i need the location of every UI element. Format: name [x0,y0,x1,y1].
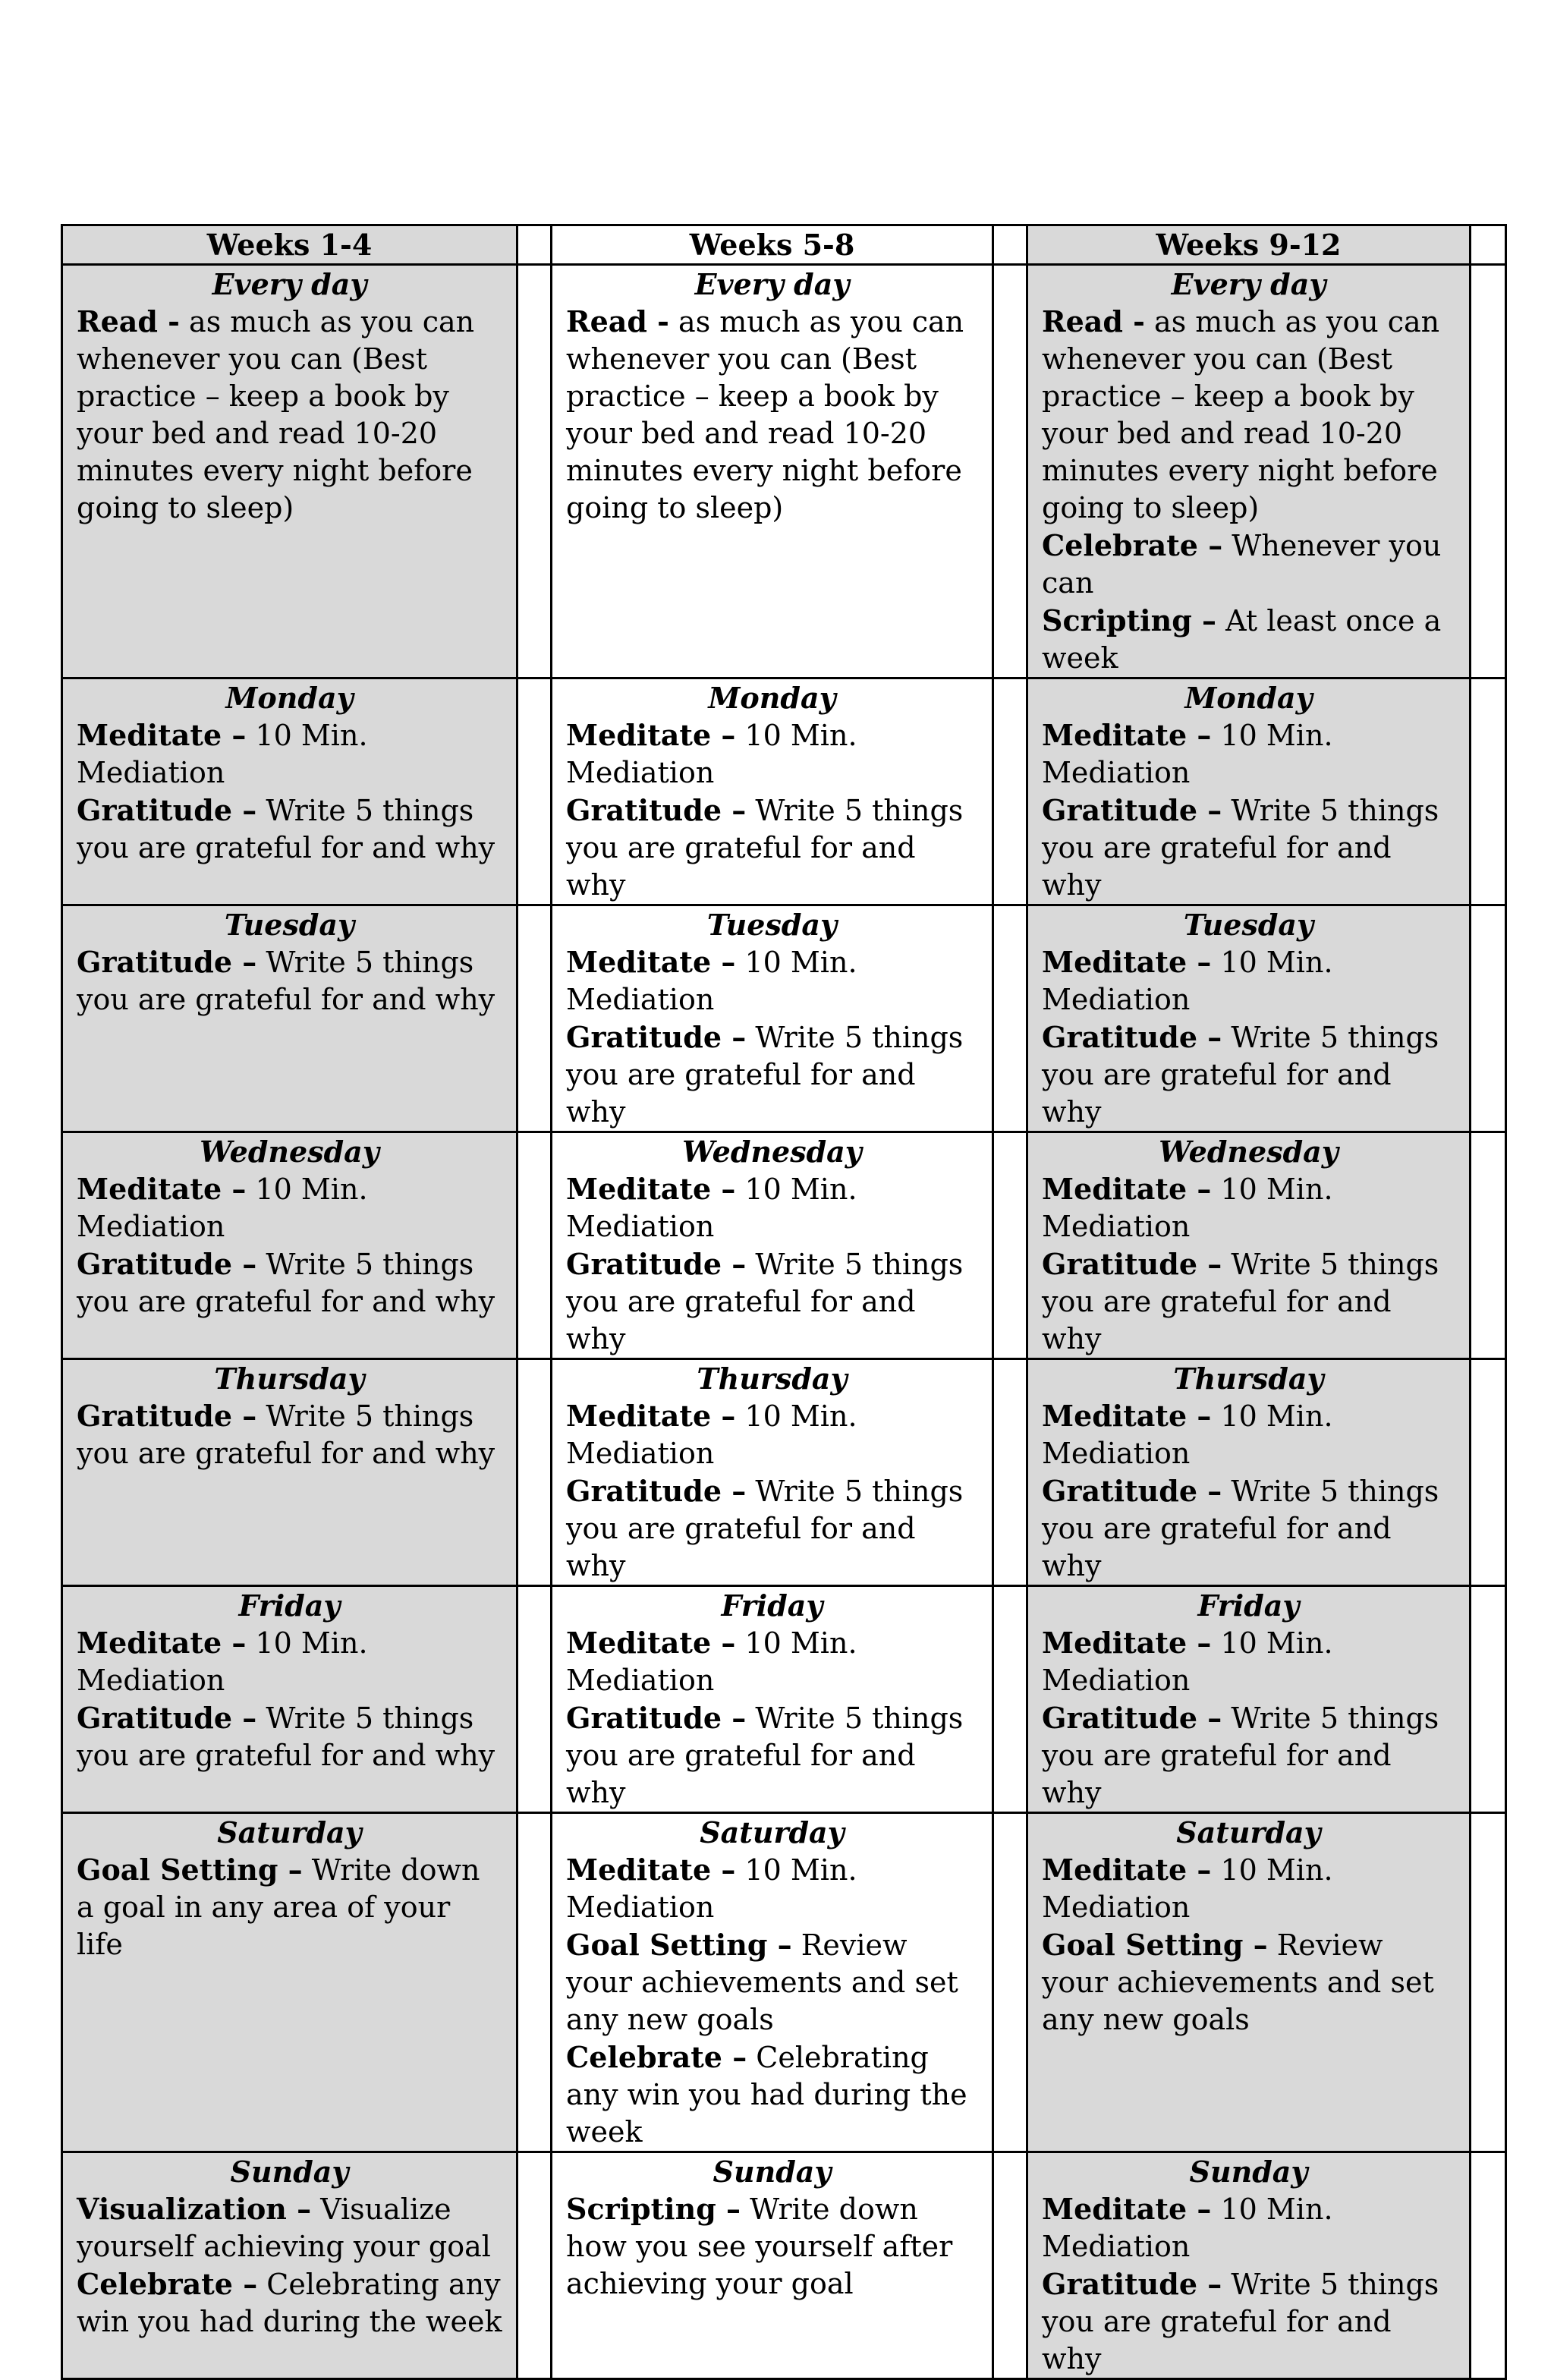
activity-description: 10 Min. Mediation [1042,1853,1333,1924]
activity-name: Gratitude – [77,1247,257,1281]
activity-name: Celebrate – [77,2267,258,2301]
day-label: Every day [694,267,850,301]
day-label: Wednesday [1159,1135,1339,1169]
activity-item [566,1397,978,1472]
activity-name: Read - [566,304,669,338]
activity-item [1042,2190,1455,2265]
activity-item [566,1018,978,1131]
day-label: Thursday [1173,1362,1324,1396]
activity-description: Write 5 things you are grateful for and why [77,1702,495,1772]
day-label: Friday [1197,1588,1300,1623]
weekly-schedule-table [61,224,1507,2380]
activity-item [77,1245,502,1321]
column-header: Weeks 1-4 [62,225,517,265]
day-label: Monday [225,681,354,715]
activity-item [566,1472,978,1585]
checkbox-cell [517,225,552,265]
activity-description: Visualize yourself achieving your goal [77,2193,491,2263]
activity-description: Celebrating any win you had during the week [77,2268,502,2338]
activity-description: Write down how you see yourself after achieving your goal [566,2193,953,2300]
activity-name: Gratitude – [77,1399,257,1433]
activity-item [566,1170,978,1245]
activity-name: Gratitude – [1042,1020,1222,1054]
activity-name: Goal Setting – [566,1928,792,1962]
activity-description: 10 Min. Mediation [566,1399,857,1470]
schedule-row [62,265,1506,678]
checkbox-cell [993,1132,1027,1359]
checkbox-cell [993,1359,1027,1586]
activity-name: Gratitude – [566,793,747,827]
schedule-body [62,225,1506,2379]
activity-description: Write 5 things you are grateful for and why [77,1248,495,1318]
activity-name: Meditate – [566,1172,736,1206]
activity-description: as much as you can whenever you can (Best practice – keep a book by your bed and read 10-20 minutes every night before going to sleep) [566,305,964,524]
checkbox-cell [1471,905,1506,1132]
checkbox-cell [993,265,1027,678]
activity-item [77,792,502,867]
activity-name: Gratitude – [77,793,257,827]
schedule-cell [1027,1813,1471,2152]
schedule-cell [62,265,517,678]
day-label: Thursday [697,1362,848,1396]
activity-name: Goal Setting – [77,1853,303,1887]
activity-description: Write 5 things you are grateful for and why [77,1399,495,1470]
schedule-cell [62,1132,517,1359]
checkbox-cell [517,1586,552,1813]
day-label: Tuesday [706,908,838,942]
day-label: Wednesday [200,1135,379,1169]
activity-description: 10 Min. Mediation [1042,719,1333,789]
activity-item [1042,1018,1455,1131]
activity-description: as much as you can whenever you can (Best practice – keep a book by your bed and read 10-20 minutes every night before going to sleep) [1042,305,1440,524]
activity-name: Gratitude – [1042,1474,1222,1508]
activity-name: Gratitude – [1042,793,1222,827]
activity-name: Meditate – [1042,2192,1212,2226]
activity-item [1042,1397,1455,1472]
activity-name: Read - [77,304,180,338]
checkbox-cell [1471,1586,1506,1813]
activity-description: Celebrating any win you had during the week [566,2041,967,2149]
header-row [62,225,1506,265]
activity-name: Scripting – [1042,603,1217,638]
activity-description: Review your achievements and set any new goals [566,1928,958,2036]
activity-item [566,2038,978,2151]
activity-description: Write 5 things you are grateful for and why [566,1702,964,1809]
activity-item [1042,1170,1455,1245]
schedule-cell [62,905,517,1132]
schedule-row [62,1132,1506,1359]
day-label: Saturday [217,1815,362,1850]
activity-item [1042,1472,1455,1585]
activity-name: Read - [1042,304,1145,338]
day-label: Tuesday [1183,908,1314,942]
activity-name: Meditate – [77,1172,247,1206]
schedule-cell [62,1359,517,1586]
activity-name: Meditate – [1042,1626,1212,1660]
schedule-cell [552,1813,993,2152]
activity-item [77,1699,502,1774]
activity-description: Write 5 things you are grateful for and why [1042,1021,1439,1129]
checkbox-cell [1471,2152,1506,2379]
checkbox-cell [1471,678,1506,905]
activity-description: Write 5 things you are grateful for and why [566,1475,964,1582]
activity-item [566,943,978,1018]
activity-item [566,1699,978,1812]
day-label: Friday [238,1588,341,1623]
day-label: Saturday [1176,1815,1321,1850]
checkbox-cell [993,1813,1027,2152]
activity-item [1042,303,1455,527]
activity-name: Meditate – [1042,1399,1212,1433]
checkbox-cell [517,1359,552,1586]
schedule-cell [1027,1586,1471,1813]
activity-name: Meditate – [1042,1172,1212,1206]
activity-description: 10 Min. Mediation [1042,1626,1333,1697]
checkbox-cell [517,1132,552,1359]
checkbox-cell [993,1586,1027,1813]
checkbox-cell [517,2152,552,2379]
activity-name: Gratitude – [566,1247,747,1281]
activity-description: At least once a week [1042,604,1442,675]
checkbox-cell [1471,265,1506,678]
activity-description: Write 5 things you are grateful for and why [77,794,495,864]
activity-item [566,1851,978,1926]
activity-item [1042,792,1455,904]
activity-description: Write 5 things you are grateful for and why [1042,1248,1439,1355]
activity-description: Write 5 things you are grateful for and why [1042,1475,1439,1582]
schedule-cell [1027,2152,1471,2379]
schedule-cell [552,1132,993,1359]
schedule-cell [552,1586,993,1813]
activity-description: 10 Min. Mediation [1042,1399,1333,1470]
schedule-cell [552,678,993,905]
schedule-cell [1027,1359,1471,1586]
activity-name: Meditate – [566,1853,736,1887]
activity-name: Visualization – [77,2192,312,2226]
activity-item [77,716,502,792]
activity-item [1042,1245,1455,1358]
column-header: Weeks 5-8 [552,225,993,265]
activity-name: Meditate – [1042,1853,1212,1887]
day-label: Thursday [214,1362,365,1396]
activity-item [1042,2265,1455,2378]
activity-description: 10 Min. Mediation [566,1853,857,1924]
activity-description: Write 5 things you are grateful for and why [566,794,964,902]
schedule-row [62,1813,1506,2152]
schedule-row [62,1586,1506,1813]
day-label: Every day [212,267,367,301]
schedule-row [62,905,1506,1132]
schedule-cell [1027,678,1471,905]
activity-name: Meditate – [566,1399,736,1433]
schedule-cell [552,1359,993,1586]
activity-item [1042,527,1455,602]
activity-description: 10 Min. Mediation [77,719,368,789]
activity-item [566,1624,978,1699]
activity-description: 10 Min. Mediation [1042,2193,1333,2263]
day-label: Tuesday [224,908,355,942]
activity-description: 10 Min. Mediation [566,1626,857,1697]
activity-item [1042,1699,1455,1812]
activity-description: Whenever you can [1042,529,1442,600]
checkbox-cell [517,678,552,905]
activity-item [77,1397,502,1472]
day-label: Sunday [713,2155,832,2189]
activity-description: 10 Min. Mediation [77,1626,368,1697]
day-label: Sunday [230,2155,349,2189]
activity-item [566,303,978,527]
day-label: Friday [721,1588,823,1623]
activity-item [566,1926,978,2038]
activity-item [77,2265,502,2341]
activity-description: 10 Min. Mediation [566,719,857,789]
day-label: Monday [1184,681,1313,715]
activity-item [1042,1926,1455,2038]
schedule-cell [552,905,993,1132]
activity-description: 10 Min. Mediation [77,1173,368,1243]
activity-item [1042,716,1455,792]
checkbox-cell [517,265,552,678]
activity-name: Celebrate – [566,2040,747,2074]
activity-item [566,716,978,792]
activity-item [1042,943,1455,1018]
activity-name: Meditate – [566,1626,736,1660]
schedule-row [62,2152,1506,2379]
activity-description: Write 5 things you are grateful for and why [1042,794,1439,902]
activity-description: Write down a goal in any area of your life [77,1853,480,1961]
activity-item [566,792,978,904]
schedule-row [62,1359,1506,1586]
activity-item [1042,1851,1455,1926]
schedule-cell [1027,265,1471,678]
activity-name: Gratitude – [77,1701,257,1735]
day-label: Saturday [700,1815,845,1850]
schedule-cell [62,1813,517,2152]
activity-name: Meditate – [77,718,247,752]
activity-item [566,1245,978,1358]
schedule-row [62,678,1506,905]
column-header: Weeks 9-12 [1027,225,1471,265]
activity-item [77,943,502,1018]
checkbox-cell [1471,1359,1506,1586]
checkbox-cell [1471,225,1506,265]
schedule-cell [62,1586,517,1813]
activity-name: Gratitude – [1042,1701,1222,1735]
activity-name: Gratitude – [1042,1247,1222,1281]
activity-description: Write 5 things you are grateful for and why [1042,2268,1439,2375]
schedule-cell [62,2152,517,2379]
activity-name: Goal Setting – [1042,1928,1268,1962]
activity-name: Gratitude – [1042,2267,1222,2301]
activity-description: Write 5 things you are grateful for and why [77,946,495,1016]
activity-name: Gratitude – [566,1474,747,1508]
schedule-cell [552,2152,993,2379]
activity-description: 10 Min. Mediation [1042,946,1333,1016]
checkbox-cell [993,905,1027,1132]
activity-item [77,2190,502,2265]
schedule-cell [552,265,993,678]
checkbox-cell [993,678,1027,905]
activity-name: Meditate – [1042,718,1212,752]
activity-item [1042,602,1455,677]
activity-description: Write 5 things you are grateful for and why [566,1021,964,1129]
day-label: Every day [1171,267,1326,301]
activity-name: Meditate – [1042,945,1212,979]
activity-description: Write 5 things you are grateful for and why [1042,1702,1439,1809]
activity-name: Gratitude – [566,1020,747,1054]
activity-name: Scripting – [566,2192,741,2226]
activity-item [77,303,502,527]
activity-name: Meditate – [77,1626,247,1660]
checkbox-cell [517,1813,552,2152]
schedule-cell [62,678,517,905]
activity-description: as much as you can whenever you can (Best practice – keep a book by your bed and read 10-20 minutes every night before going to sleep) [77,305,475,524]
activity-item [77,1170,502,1245]
checkbox-cell [1471,1813,1506,2152]
activity-description: Review your achievements and set any new goals [1042,1928,1434,2036]
activity-item [77,1624,502,1699]
activity-item [77,1851,502,1963]
checkbox-cell [993,225,1027,265]
schedule-cell [1027,1132,1471,1359]
checkbox-cell [1471,1132,1506,1359]
activity-name: Celebrate – [1042,528,1223,562]
activity-name: Gratitude – [566,1701,747,1735]
activity-name: Meditate – [566,718,736,752]
schedule-cell [1027,905,1471,1132]
activity-description: Write 5 things you are grateful for and why [566,1248,964,1355]
activity-description: 10 Min. Mediation [566,946,857,1016]
day-label: Wednesday [682,1135,862,1169]
activity-description: 10 Min. Mediation [1042,1173,1333,1243]
checkbox-cell [517,905,552,1132]
activity-item [1042,1624,1455,1699]
activity-name: Meditate – [566,945,736,979]
activity-description: 10 Min. Mediation [566,1173,857,1243]
activity-item [566,2190,978,2303]
day-label: Monday [708,681,836,715]
checkbox-cell [993,2152,1027,2379]
activity-name: Gratitude – [77,945,257,979]
day-label: Sunday [1189,2155,1308,2189]
